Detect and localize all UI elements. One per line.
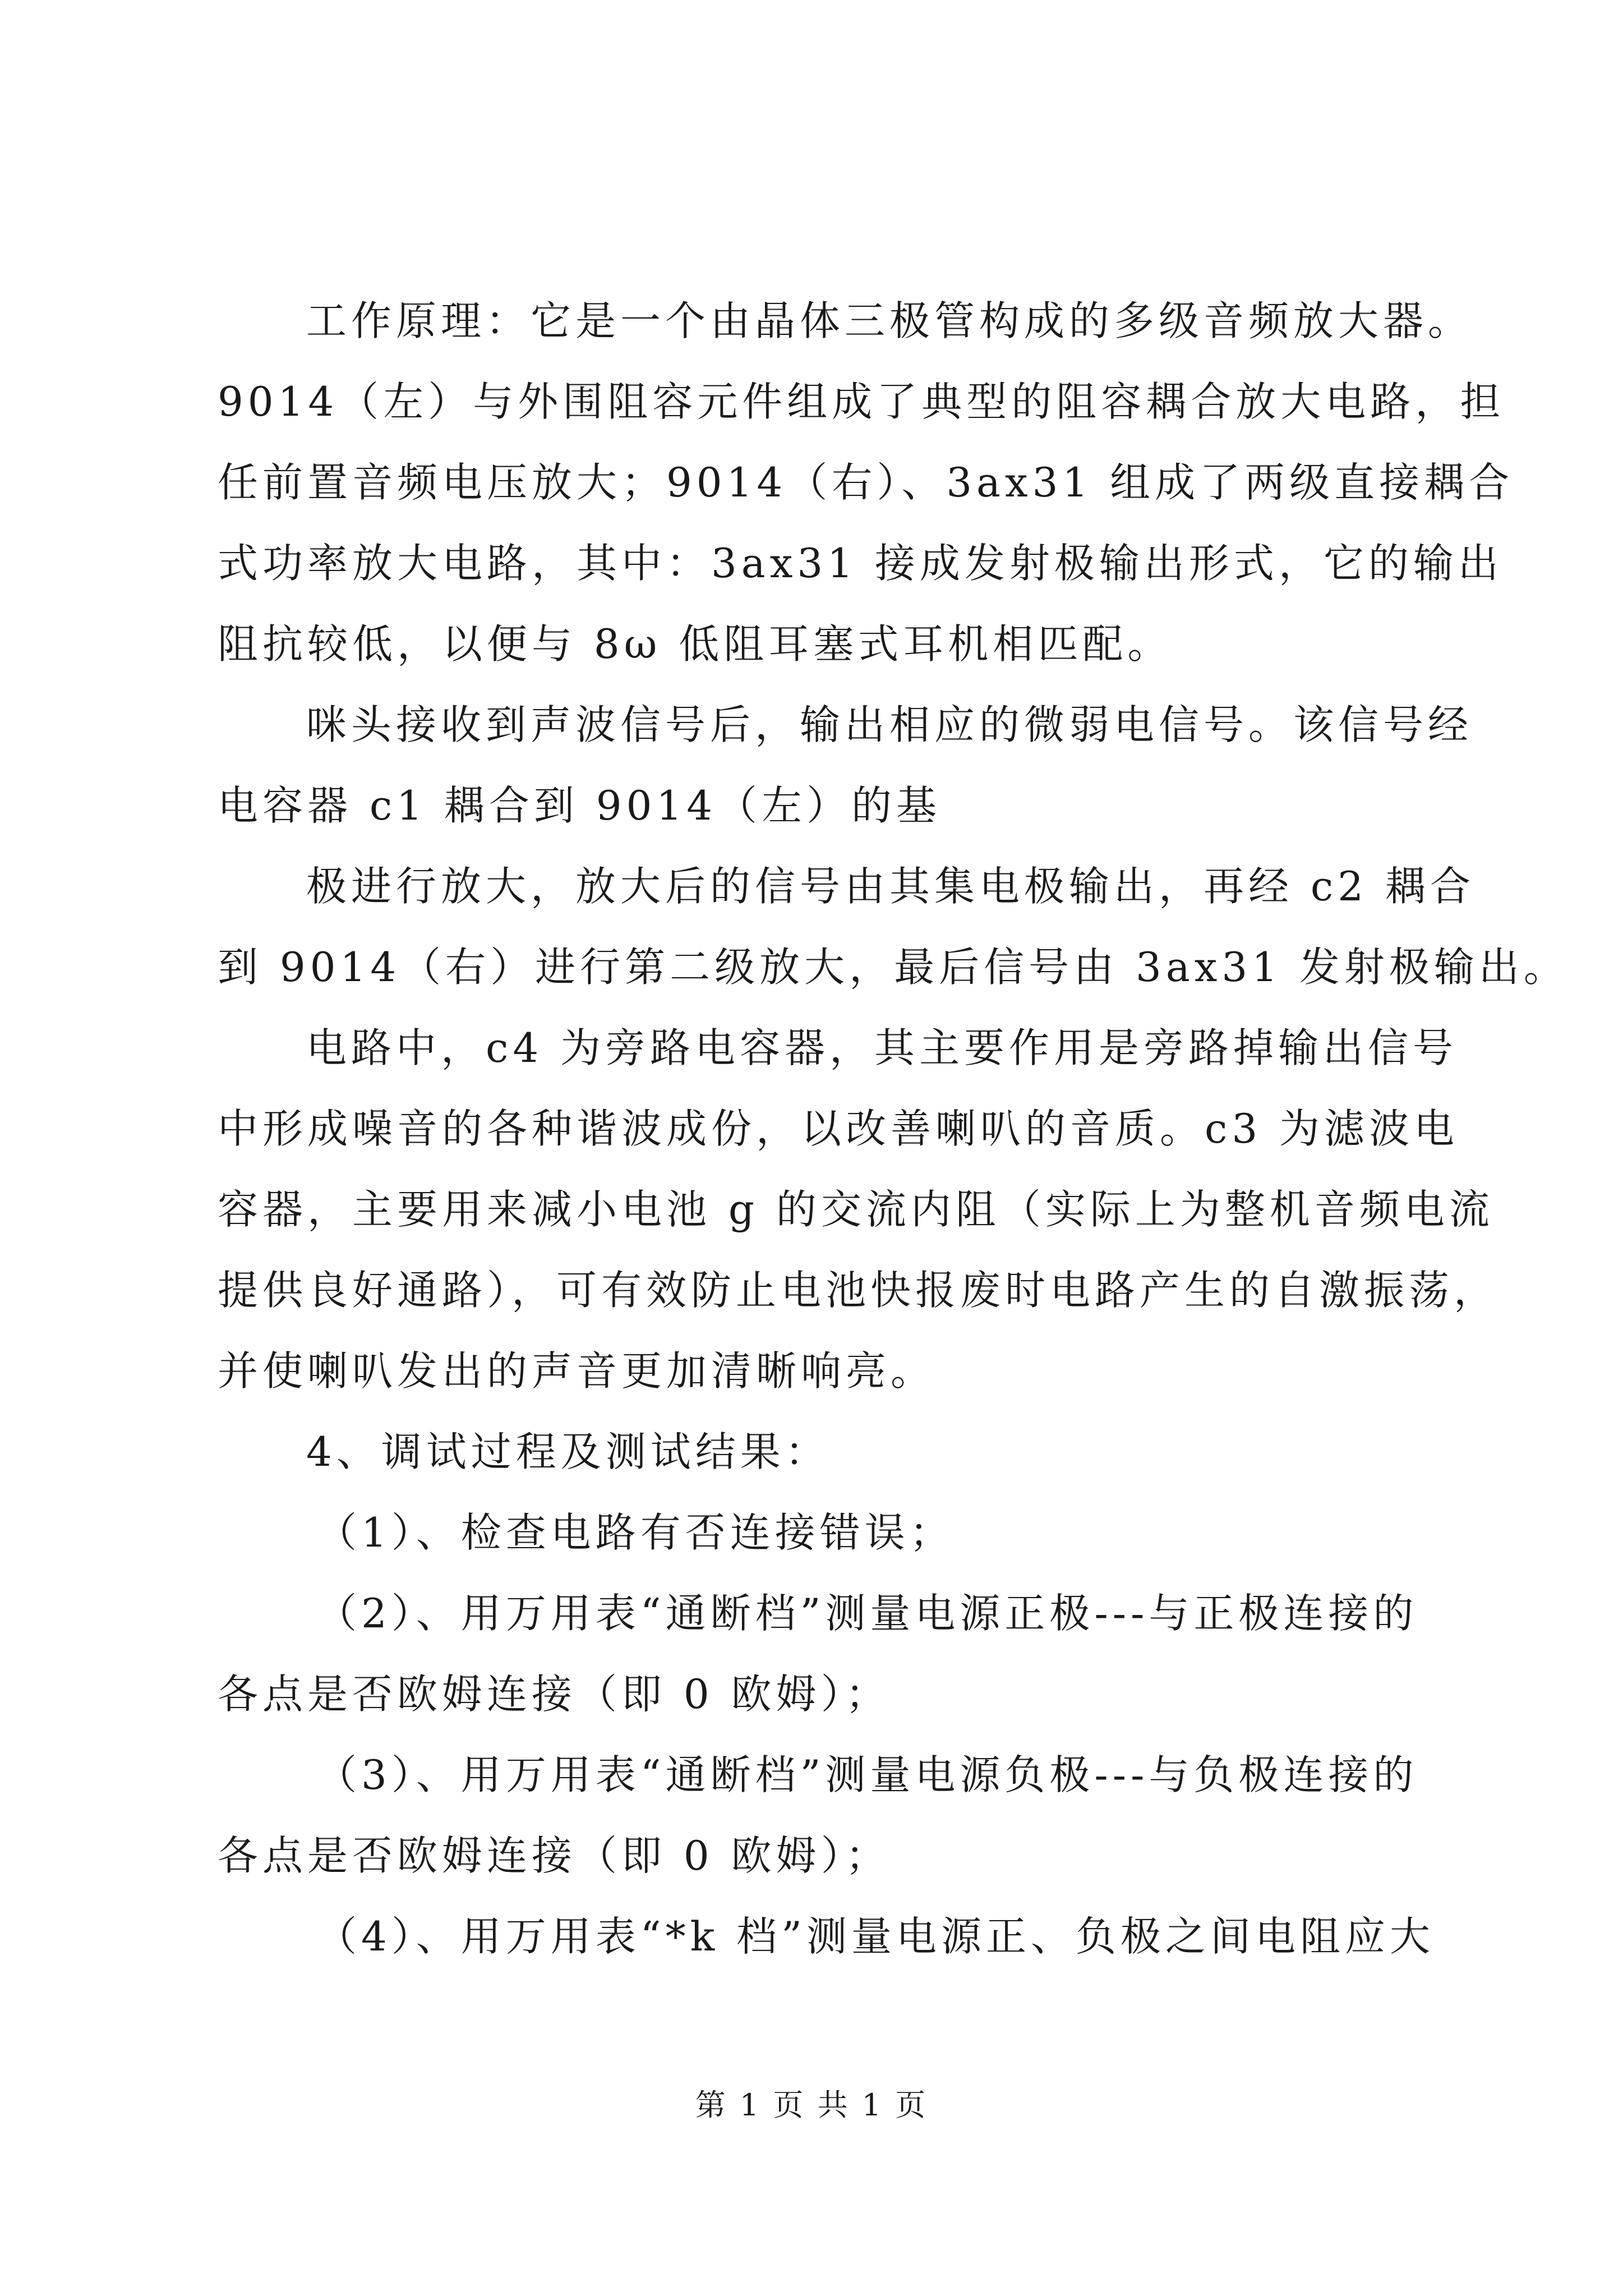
paragraph-line: 式功率放大电路，其中：3ax31 接成发射极输出形式，它的输出 xyxy=(218,540,1503,587)
paragraph-line: 9014（左）与外围阻容元件组成了典型的阻容耦合放大电路，担 xyxy=(218,378,1505,425)
list-item: （1）、检查电路有否连接错误； xyxy=(316,1509,955,1556)
paragraph-line: 并使喇叭发出的声音更加清晰响亮。 xyxy=(218,1347,936,1395)
paragraph-line: 电容器 c1 耦合到 9014（左）的基 xyxy=(218,782,942,829)
page-number-footer: 第 1 页 共 1 页 xyxy=(695,2087,928,2123)
section-heading: 4、调试过程及测试结果： xyxy=(306,1428,830,1475)
paragraph-line: 电路中，c4 为旁路电容器，其主要作用是旁路掉输出信号 xyxy=(306,1024,1458,1071)
paragraph-line: 阻抗较低，以便与 8ω 低阻耳塞式耳机相匹配。 xyxy=(218,620,1173,668)
paragraph-line: 容器，主要用来减小电池 g 的交流内阻（实际上为整机音频电流 xyxy=(218,1186,1494,1233)
paragraph-line: 极进行放大，放大后的信号由其集电极输出，再经 c2 耦合 xyxy=(306,863,1475,910)
list-item-continuation: 各点是否欧姆连接（即 0 欧姆）； xyxy=(218,1671,891,1718)
document-body xyxy=(218,280,1569,1977)
list-item: （3）、用万用表“通断档”测量电源负极---与负极连接的 xyxy=(316,1751,1418,1798)
list-item: （2）、用万用表“通断档”测量电源正极---与正极连接的 xyxy=(316,1590,1418,1637)
paragraph-line: 提供良好通路），可有效防止电池快报废时电路产生的自激振荡， xyxy=(218,1267,1499,1314)
paragraph-line: 工作原理：它是一个由晶体三极管构成的多级音频放大器。 xyxy=(306,297,1473,344)
list-item-continuation: 各点是否欧姆连接（即 0 欧姆）； xyxy=(218,1832,891,1879)
paragraph-line: 咪头接收到声波信号后，输出相应的微弱电信号。该信号经 xyxy=(306,701,1473,748)
paragraph-line: 中形成噪音的各种谐波成份，以改善喇叭的音质。c3 为滤波电 xyxy=(218,1105,1459,1152)
list-item: （4）、用万用表“*k 档”测量电源正、负极之间电阻应大 xyxy=(316,1913,1435,1960)
paragraph-line: 任前置音频电压放大；9014（右）、3ax31 组成了两级直接耦合 xyxy=(218,459,1514,506)
paragraph-line: 到 9014（右）进行第二级放大，最后信号由 3ax31 发射极输出。 xyxy=(218,944,1569,991)
